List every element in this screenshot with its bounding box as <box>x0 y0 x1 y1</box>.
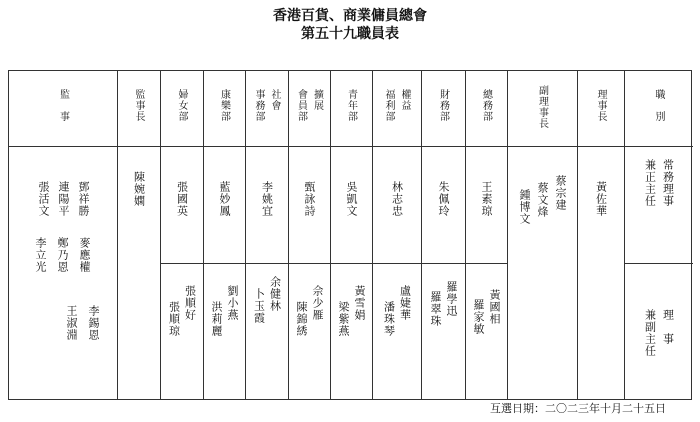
header-women: 婦女部 <box>176 89 187 122</box>
election-date: 互選日期：二〇二三年十月二十五日 <box>490 402 666 415</box>
header-position: 職 別 <box>653 89 664 122</box>
grid-line <box>160 263 507 264</box>
header-recreation: 康樂部 <box>218 89 230 122</box>
member-name: 王淑淵 <box>65 305 78 341</box>
women-deputy-cell <box>160 285 203 395</box>
member-name: 李錫恩 <box>87 305 100 341</box>
finance-main-cell <box>421 181 465 251</box>
header-general: 總務部 <box>480 89 492 122</box>
youth-deputy-cell <box>330 285 372 395</box>
header-supervisors: 監 事 <box>57 89 69 122</box>
vice-chair-cell <box>507 175 577 245</box>
position-deputy: 理 事 兼副主任 <box>643 309 675 357</box>
member-name: 甄詠詩 <box>303 181 316 217</box>
finance-deputy-cell <box>421 281 465 391</box>
membership-deputy-cell <box>288 285 330 395</box>
table-title: 第五十九職員表 <box>301 26 399 42</box>
member-name: 黃佐華 <box>594 181 608 217</box>
member-name: 梁紫燕 <box>337 301 350 337</box>
header-chief-supervisor: 監事長 <box>133 89 144 122</box>
welfare-main-cell <box>372 181 421 251</box>
member-name: 鄭乃恩 <box>56 237 69 273</box>
member-name: 王素琼 <box>480 181 493 217</box>
member-name: 朱佩玲 <box>437 181 450 217</box>
member-name: 黃雪娟 <box>353 285 366 321</box>
chief-supervisor-cell <box>117 171 160 241</box>
recreation-main-cell <box>203 181 245 251</box>
member-name: 蔡文烽 <box>536 182 549 218</box>
chair-cell <box>577 181 624 251</box>
grid-line <box>624 263 693 264</box>
supervisors-group-3 <box>57 305 107 365</box>
header-youth: 青年部 <box>345 89 357 122</box>
staff-table <box>8 70 692 400</box>
member-name: 余健林 <box>268 276 282 312</box>
header-membership: 擴展 會員部 <box>295 89 323 122</box>
member-name: 佘少雁 <box>311 285 324 321</box>
member-name: 盧婕華 <box>398 285 412 321</box>
membership-main-cell <box>288 181 330 251</box>
member-name: 蔡宗建 <box>554 175 567 211</box>
header-welfare: 權益 福利部 <box>383 89 410 122</box>
position-standing: 常務理事 兼正主任 <box>643 159 675 207</box>
social-deputy-cell <box>245 276 288 386</box>
member-name: 李立光 <box>34 237 47 273</box>
member-name: 洪莉麗 <box>210 301 223 337</box>
social-main-cell <box>245 181 288 251</box>
member-name: 陳錦綉 <box>295 301 308 337</box>
header-social: 社會 事務部 <box>253 89 280 122</box>
member-name: 卜玉霞 <box>252 288 266 324</box>
member-name: 潘珠琴 <box>382 301 396 337</box>
member-name: 黃國相 <box>488 289 501 325</box>
member-name: 麥應權 <box>78 237 91 273</box>
member-name: 李姚宜 <box>260 181 274 217</box>
header-finance: 財務部 <box>437 89 449 122</box>
member-name: 鄧祥勝 <box>77 181 90 217</box>
member-name: 藍妙鳳 <box>218 181 231 217</box>
member-name: 林志忠 <box>390 181 404 217</box>
supervisors-group-2 <box>17 237 107 297</box>
member-name: 張順琼 <box>167 301 181 337</box>
grid-line <box>9 146 693 147</box>
member-name: 連陽平 <box>57 181 70 217</box>
youth-main-cell <box>330 181 372 251</box>
member-name: 吳凱文 <box>345 181 358 217</box>
member-name: 陳婉嫻 <box>132 171 146 207</box>
member-name: 羅學迅 <box>445 281 458 317</box>
member-name: 劉小燕 <box>226 285 239 321</box>
member-name: 羅家敏 <box>472 299 485 335</box>
member-name: 羅翠珠 <box>429 291 442 327</box>
welfare-deputy-cell <box>372 285 421 395</box>
member-name: 張順好 <box>183 285 197 321</box>
women-main-cell <box>160 181 203 251</box>
organization-title: 香港百貨、商業傭員總會 <box>273 8 427 24</box>
general-main-cell <box>465 181 507 251</box>
member-name: 鍾博文 <box>518 189 531 225</box>
general-deputy-cell <box>465 289 507 399</box>
header-vice-chair: 副理事長 <box>536 85 548 129</box>
member-name: 張國英 <box>175 181 189 217</box>
header-chair: 理事長 <box>595 89 606 122</box>
member-name: 張活文 <box>37 181 50 217</box>
recreation-deputy-cell <box>203 285 245 395</box>
